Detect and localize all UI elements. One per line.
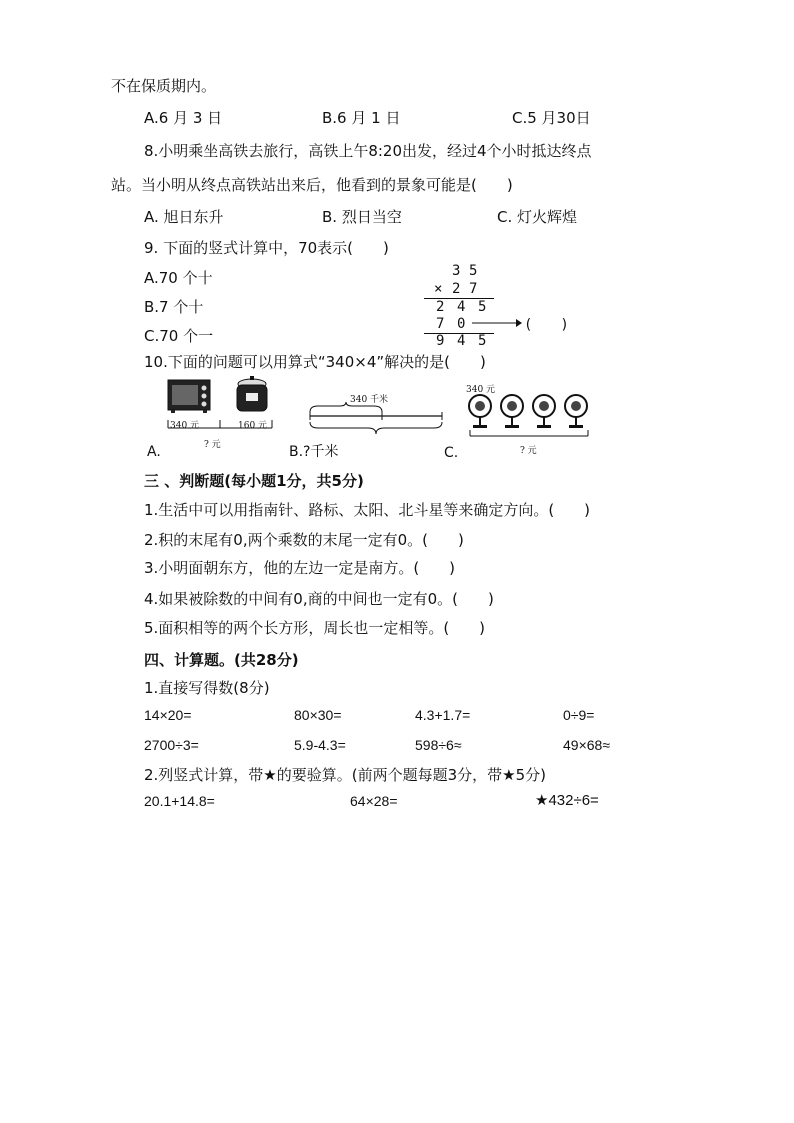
q9-digit: 9	[436, 333, 445, 349]
q9-digit: 3	[452, 263, 461, 279]
q9-option-c[interactable]: C.70 个一	[144, 327, 214, 345]
q9-digit: 7	[469, 281, 478, 297]
q7-option-b[interactable]: B.6 月 1 日	[322, 109, 401, 127]
q10-b-label: B.?千米	[289, 444, 339, 460]
q9-times-sign: ×	[434, 281, 443, 297]
q9-digit: 4	[457, 299, 466, 315]
calc-item[interactable]: 2700÷3=	[144, 737, 199, 753]
q9-text: 9. 下面的竖式计算中，70表示( )	[144, 239, 389, 257]
q8-text-line2: 站。当小明从终点高铁站出来后，他看到的景象可能是( )	[111, 176, 513, 194]
q7-continuation: 不在保质期内。	[111, 77, 217, 95]
calc-item[interactable]: 5.9-4.3=	[294, 737, 346, 753]
q10-a-price2: 160 元	[238, 421, 268, 431]
q7-option-c[interactable]: C.5 月30日	[512, 109, 591, 127]
q8-text-line1: 8.小明乘坐高铁去旅行，高铁上午8:20出发，经过4个小时抵达终点	[144, 142, 592, 160]
judge-item-1[interactable]: 1.生活中可以用指南针、路标、太阳、北斗星等来确定方向。( )	[144, 501, 591, 519]
q9-digit: 5	[478, 333, 487, 349]
q7-option-a[interactable]: A.6 月 3 日	[144, 109, 223, 127]
q9-digit: 2	[436, 299, 445, 315]
q9-option-a[interactable]: A.70 个十	[144, 269, 213, 287]
q10-c-price: 340 元	[466, 385, 496, 395]
calc-item[interactable]: 64×28=	[350, 793, 398, 809]
judge-item-3[interactable]: 3.小明面朝东方，他的左边一定是南方。( )	[144, 559, 456, 577]
q10-b-distance: 340 千米	[350, 395, 389, 405]
q9-option-b[interactable]: B.7 个十	[144, 298, 204, 316]
calc-item[interactable]: 14×20=	[144, 707, 192, 723]
q10-c-question: ? 元	[520, 446, 537, 456]
distance-line-icon	[306, 402, 446, 444]
section4-sub2-title: 2.列竖式计算，带★的要验算。(前两个题每题3分，带★5分)	[144, 766, 546, 784]
q9-digit: 4	[457, 333, 466, 349]
calc-item[interactable]: 598÷6≈	[415, 737, 462, 753]
calc-item-starred[interactable]: ★432÷6=	[535, 792, 599, 809]
q9-answer-blank[interactable]: ( )	[524, 317, 569, 333]
calc-item[interactable]: 49×68≈	[563, 737, 611, 753]
judge-item-4[interactable]: 4.如果被除数的中间有0,商的中间也一定有0。( )	[144, 590, 494, 608]
q8-option-a[interactable]: A. 旭日东升	[144, 208, 224, 226]
q8-option-b[interactable]: B. 烈日当空	[322, 208, 402, 226]
q10-a-question: ? 元	[204, 440, 221, 450]
q10-text: 10.下面的问题可以用算式“340×4”解决的是( )	[144, 353, 486, 371]
q9-digit: 7	[436, 316, 445, 332]
calc-item[interactable]: 20.1+14.8=	[144, 793, 215, 809]
q9-digit: 5	[469, 263, 478, 279]
section4-sub1-title: 1.直接写得数(8分)	[144, 679, 270, 697]
q8-option-c[interactable]: C. 灯火辉煌	[497, 208, 578, 226]
q9-digit: 5	[478, 299, 487, 315]
q9-digit: 2	[452, 281, 461, 297]
q10-c-label: C.	[444, 445, 459, 461]
judge-item-2[interactable]: 2.积的末尾有0,两个乘数的末尾一定有0。( )	[144, 531, 464, 549]
arrow-right-icon	[472, 316, 522, 330]
section4-title: 四、计算题。(共28分)	[144, 651, 299, 669]
q10-a-price1: 340 元	[170, 421, 200, 431]
section3-title: 三 、判断题(每小题1分，共5分)	[144, 472, 364, 490]
calc-item[interactable]: 4.3+1.7=	[415, 707, 471, 723]
calc-item[interactable]: 80×30=	[294, 707, 342, 723]
q10-a-label: A.	[147, 444, 161, 460]
judge-item-5[interactable]: 5.面积相等的两个长方形，周长也一定相等。( )	[144, 619, 486, 637]
fans-icon	[464, 392, 592, 440]
q9-digit: 0	[457, 316, 466, 332]
calc-item[interactable]: 0÷9=	[563, 707, 595, 723]
